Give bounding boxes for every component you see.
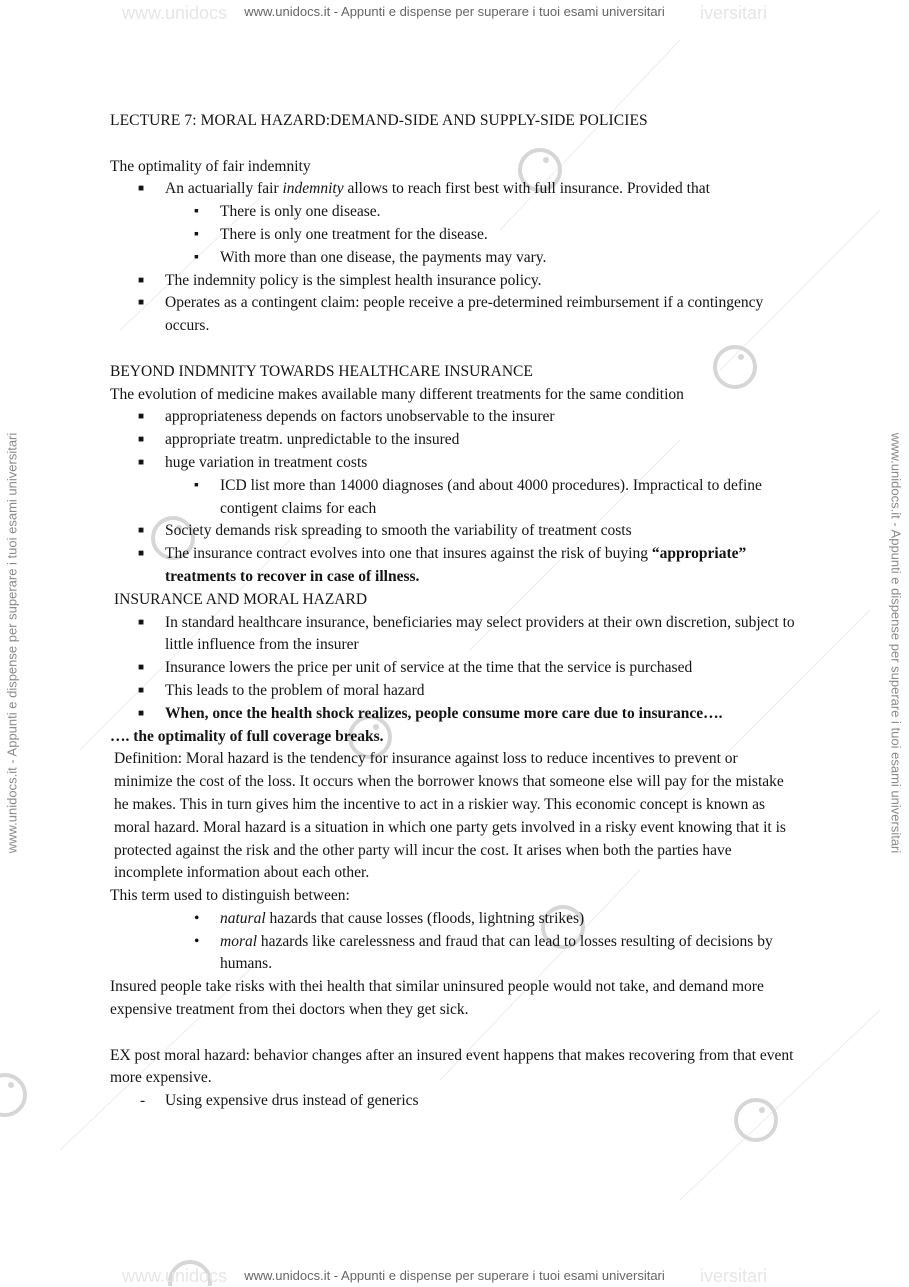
bullet-list: [110, 406, 800, 588]
section-heading: The optimality of fair indemnity: [110, 157, 311, 175]
watermark-banner-bottom: www.unidocs.it - Appunti e dispense per superare i tuoi esami universitari: [244, 1268, 665, 1283]
list-item: ■ In standard healthcare insurance, beneficiaries may select providers at their own discretion, subject to little influence from the insurer: [110, 612, 800, 658]
list-item: ■ huge variation in treatment costs: [110, 452, 800, 475]
sub-list-item: ▪ With more than one disease, the payments may vary.: [110, 247, 800, 270]
watermark-ghost-text: iversitari: [700, 3, 768, 23]
sub-list-item: ▪ There is only one treatment for the disease.: [110, 224, 800, 247]
bullet-list: [110, 612, 800, 726]
paragraph: This term used to distinguish between:: [110, 887, 350, 905]
list-item: ■ appropriateness depends on factors unobservable to the insurer: [110, 406, 800, 429]
watermark-side-left: www.unidocs.it - Appunti e dispense per superare i tuoi esami universitari: [4, 432, 20, 854]
list-item: ■ This leads to the problem of moral hazard: [110, 680, 800, 703]
list-item: ■ An actuarially fair indemnity allows to reach first best with full insurance. Provided that: [110, 178, 800, 201]
conclusion: …. the optimality of full coverage breaks.: [110, 727, 384, 745]
sub-list-item: • natural hazards that cause losses (floods, lightning strikes): [110, 908, 800, 931]
page-title: LECTURE 7: MORAL HAZARD:DEMAND-SIDE AND SUPPLY-SIDE POLICIES: [110, 112, 648, 129]
section-heading: INSURANCE AND MORAL HAZARD: [114, 590, 368, 608]
list-item: ■ Operates as a contingent claim: people receive a pre-determined reimbursement if a contingency occurs.: [110, 292, 800, 338]
list-item: ■ Insurance lowers the price per unit of service at the time that the service is purchased: [110, 657, 800, 680]
dash-list: [110, 1090, 800, 1113]
list-item: ■ The insurance contract evolves into one that insures against the risk of buying “appropriate” treatments to recover in case of illness.: [110, 543, 800, 589]
watermark-side-right: www.unidocs.it - Appunti e dispense per superare i tuoi esami universitari: [888, 432, 904, 854]
list-item: - Using expensive drus instead of generics: [110, 1090, 800, 1113]
bullet-list: [110, 908, 800, 976]
list-item: ■ When, once the health shock realizes, people consume more care due to insurance….: [110, 703, 800, 726]
list-item: ■ Society demands risk spreading to smooth the variability of treatment costs: [110, 520, 800, 543]
bullet-list: [110, 178, 800, 338]
watermark-ghost-text: www.unidocs: [122, 1266, 228, 1286]
sub-list-item: • moral hazards like carelessness and fraud that can lead to losses resulting of decisions by humans.: [110, 931, 800, 977]
watermark-banner-top: www.unidocs.it - Appunti e dispense per superare i tuoi esami universitari: [244, 4, 665, 19]
sub-list-item: ▪ There is only one disease.: [110, 201, 800, 224]
section-heading: BEYOND INDMNITY TOWARDS HEALTHCARE INSURANCE: [110, 362, 533, 380]
document-body: [110, 110, 800, 1113]
paragraph: The evolution of medicine makes available many different treatments for the same condition: [110, 385, 684, 403]
list-item: ■ appropriate treatm. unpredictable to the insured: [110, 429, 800, 452]
paragraph: EX post moral hazard: behavior changes after an insured event happens that makes recovering from that event more expensive.: [110, 1046, 794, 1087]
paragraph: Insured people take risks with thei health that similar uninsured people would not take, and demand more expensive treatment from thei doctors when they get sick.: [110, 978, 764, 1019]
sub-list-item: ▪ ICD list more than 14000 diagnoses (and about 4000 procedures). Impractical to define contigent claims for each: [110, 475, 800, 521]
watermark-ghost-text: iversitari: [700, 1266, 768, 1286]
definition-paragraph: Definition: Moral hazard is the tendency for insurance against loss to reduce incentives to prevent or minimize the cost of the loss. It occurs when the borrower knows that someone else will pay for the mistake he makes. This in turn gives him the incentive to act in a riskier way. This economic concept is known as moral hazard. Moral hazard is a situation in which one party gets involved in a risky event knowing that it is protected against the risk and the other party will incur the cost. It arises when both the parties have incomplete information about each other.: [114, 750, 786, 882]
watermark-ghost-text: www.unidocs: [122, 3, 228, 23]
list-item: ■ The indemnity policy is the simplest health insurance policy.: [110, 270, 800, 293]
